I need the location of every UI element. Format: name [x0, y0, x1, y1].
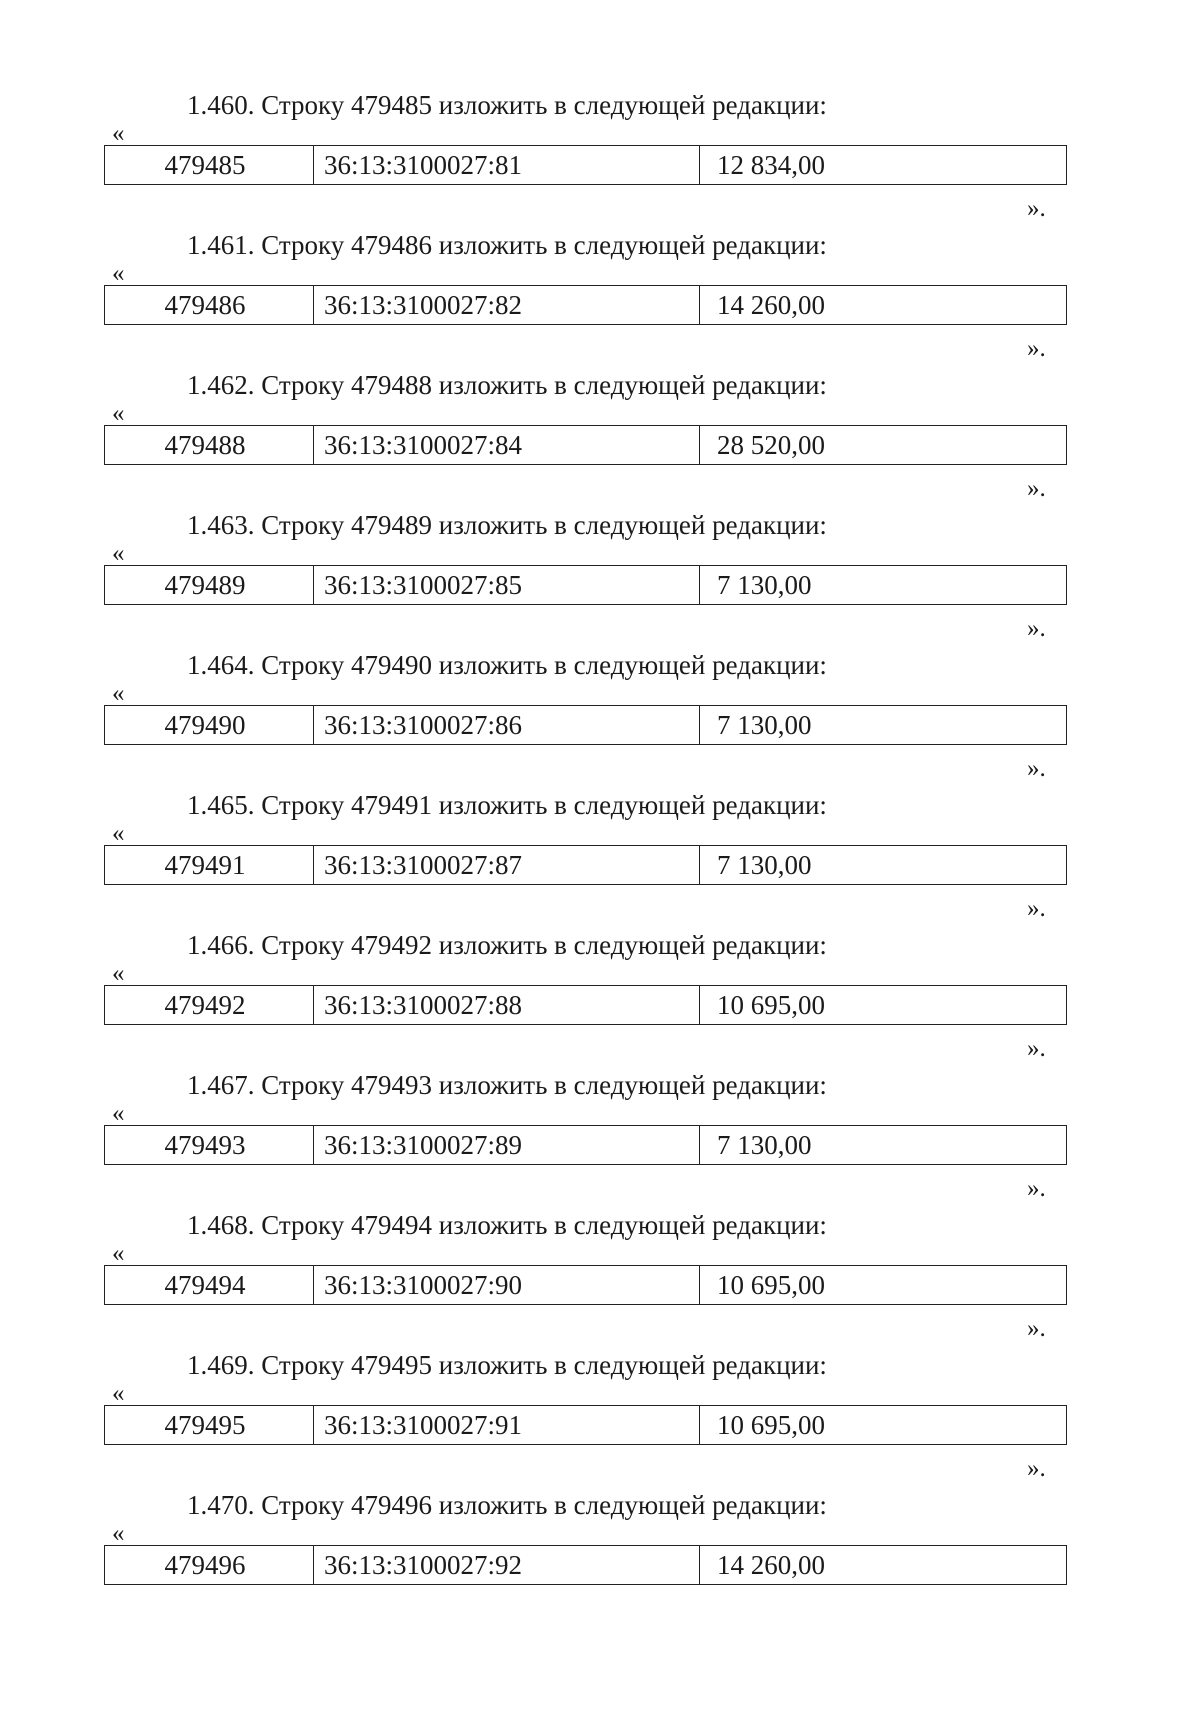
- opening-quote-mark: «: [112, 540, 125, 567]
- amendment-entry: [0, 928, 1200, 1068]
- value-cell: 10 695,00: [717, 1409, 825, 1440]
- amendment-heading: 1.461. Строку 479486 изложить в следующей редакции:: [187, 230, 827, 260]
- table-row: [104, 145, 1067, 185]
- row-number-cell: 479494: [105, 1266, 314, 1304]
- closing-quote-mark: ».: [1027, 1315, 1046, 1342]
- row-number-cell: 479492: [105, 986, 314, 1024]
- value-cell: 10 695,00: [717, 1269, 825, 1300]
- value-cell: 12 834,00: [717, 149, 825, 180]
- amendment-heading: 1.462. Строку 479488 изложить в следующей редакции:: [187, 370, 827, 400]
- table-row: [104, 705, 1067, 745]
- cadastral-number-cell: 36:13:3100027:89: [314, 1126, 700, 1164]
- amendment-heading: 1.463. Строку 479489 изложить в следующей редакции:: [187, 510, 827, 540]
- opening-quote-mark: «: [112, 820, 125, 847]
- opening-quote-mark: «: [112, 1380, 125, 1407]
- table-row: [104, 1405, 1067, 1445]
- row-number-cell: 479489: [105, 566, 314, 604]
- amendment-heading: 1.460. Строку 479485 изложить в следующей редакции:: [187, 90, 827, 120]
- cadastral-number-cell: 36:13:3100027:87: [314, 846, 700, 884]
- cadastral-number-cell: 36:13:3100027:90: [314, 1266, 700, 1304]
- row-number-cell: 479491: [105, 846, 314, 884]
- cadastral-number-cell: 36:13:3100027:81: [314, 146, 700, 184]
- row-number-cell: 479486: [105, 286, 314, 324]
- table-row: [104, 565, 1067, 605]
- table-row: [104, 985, 1067, 1025]
- opening-quote-mark: «: [112, 1100, 125, 1127]
- closing-quote-mark: ».: [1027, 335, 1046, 362]
- cadastral-number-cell: 36:13:3100027:92: [314, 1546, 700, 1584]
- amendment-entry: [0, 88, 1200, 228]
- value-cell: 14 260,00: [717, 1549, 825, 1580]
- closing-quote-mark: ».: [1027, 1035, 1046, 1062]
- value-cell: 7 130,00: [717, 1129, 812, 1160]
- opening-quote-mark: «: [112, 680, 125, 707]
- opening-quote-mark: «: [112, 400, 125, 427]
- cadastral-number-cell: 36:13:3100027:91: [314, 1406, 700, 1444]
- cadastral-number-cell: 36:13:3100027:86: [314, 706, 700, 744]
- closing-quote-mark: ».: [1027, 1175, 1046, 1202]
- amendment-entry: [0, 508, 1200, 648]
- closing-quote-mark: ».: [1027, 615, 1046, 642]
- amendment-heading: 1.466. Строку 479492 изложить в следующей редакции:: [187, 930, 827, 960]
- opening-quote-mark: «: [112, 120, 125, 147]
- closing-quote-mark: ».: [1027, 755, 1046, 782]
- amendment-entry: [0, 648, 1200, 788]
- closing-quote-mark: ».: [1027, 1455, 1046, 1482]
- row-number-cell: 479493: [105, 1126, 314, 1164]
- amendment-heading: 1.469. Строку 479495 изложить в следующей редакции:: [187, 1350, 827, 1380]
- value-cell: 7 130,00: [717, 569, 812, 600]
- cadastral-number-cell: 36:13:3100027:88: [314, 986, 700, 1024]
- table-row: [104, 845, 1067, 885]
- table-row: [104, 1125, 1067, 1165]
- amendment-entry: [0, 1068, 1200, 1208]
- table-row: [104, 1545, 1067, 1585]
- cadastral-number-cell: 36:13:3100027:82: [314, 286, 700, 324]
- row-number-cell: 479485: [105, 146, 314, 184]
- value-cell: 7 130,00: [717, 709, 812, 740]
- amendment-entry: [0, 1208, 1200, 1348]
- row-number-cell: 479495: [105, 1406, 314, 1444]
- row-number-cell: 479488: [105, 426, 314, 464]
- opening-quote-mark: «: [112, 960, 125, 987]
- row-number-cell: 479496: [105, 1546, 314, 1584]
- amendment-heading: 1.468. Строку 479494 изложить в следующей редакции:: [187, 1210, 827, 1240]
- amendment-entry: [0, 368, 1200, 508]
- amendment-heading: 1.467. Строку 479493 изложить в следующей редакции:: [187, 1070, 827, 1100]
- value-cell: 28 520,00: [717, 429, 825, 460]
- amendment-entry: [0, 1348, 1200, 1488]
- amendment-entry: [0, 228, 1200, 368]
- opening-quote-mark: «: [112, 260, 125, 287]
- amendment-heading: 1.464. Строку 479490 изложить в следующей редакции:: [187, 650, 827, 680]
- amendment-entry: [0, 788, 1200, 928]
- amendment-entry: [0, 1488, 1200, 1628]
- closing-quote-mark: ».: [1027, 475, 1046, 502]
- amendment-heading: 1.465. Строку 479491 изложить в следующей редакции:: [187, 790, 827, 820]
- cadastral-number-cell: 36:13:3100027:85: [314, 566, 700, 604]
- table-row: [104, 425, 1067, 465]
- row-number-cell: 479490: [105, 706, 314, 744]
- opening-quote-mark: «: [112, 1240, 125, 1267]
- value-cell: 14 260,00: [717, 289, 825, 320]
- closing-quote-mark: ».: [1027, 895, 1046, 922]
- amendment-heading: 1.470. Строку 479496 изложить в следующей редакции:: [187, 1490, 827, 1520]
- table-row: [104, 1265, 1067, 1305]
- table-row: [104, 285, 1067, 325]
- value-cell: 7 130,00: [717, 849, 812, 880]
- cadastral-number-cell: 36:13:3100027:84: [314, 426, 700, 464]
- closing-quote-mark: ».: [1027, 195, 1046, 222]
- value-cell: 10 695,00: [717, 989, 825, 1020]
- opening-quote-mark: «: [112, 1520, 125, 1547]
